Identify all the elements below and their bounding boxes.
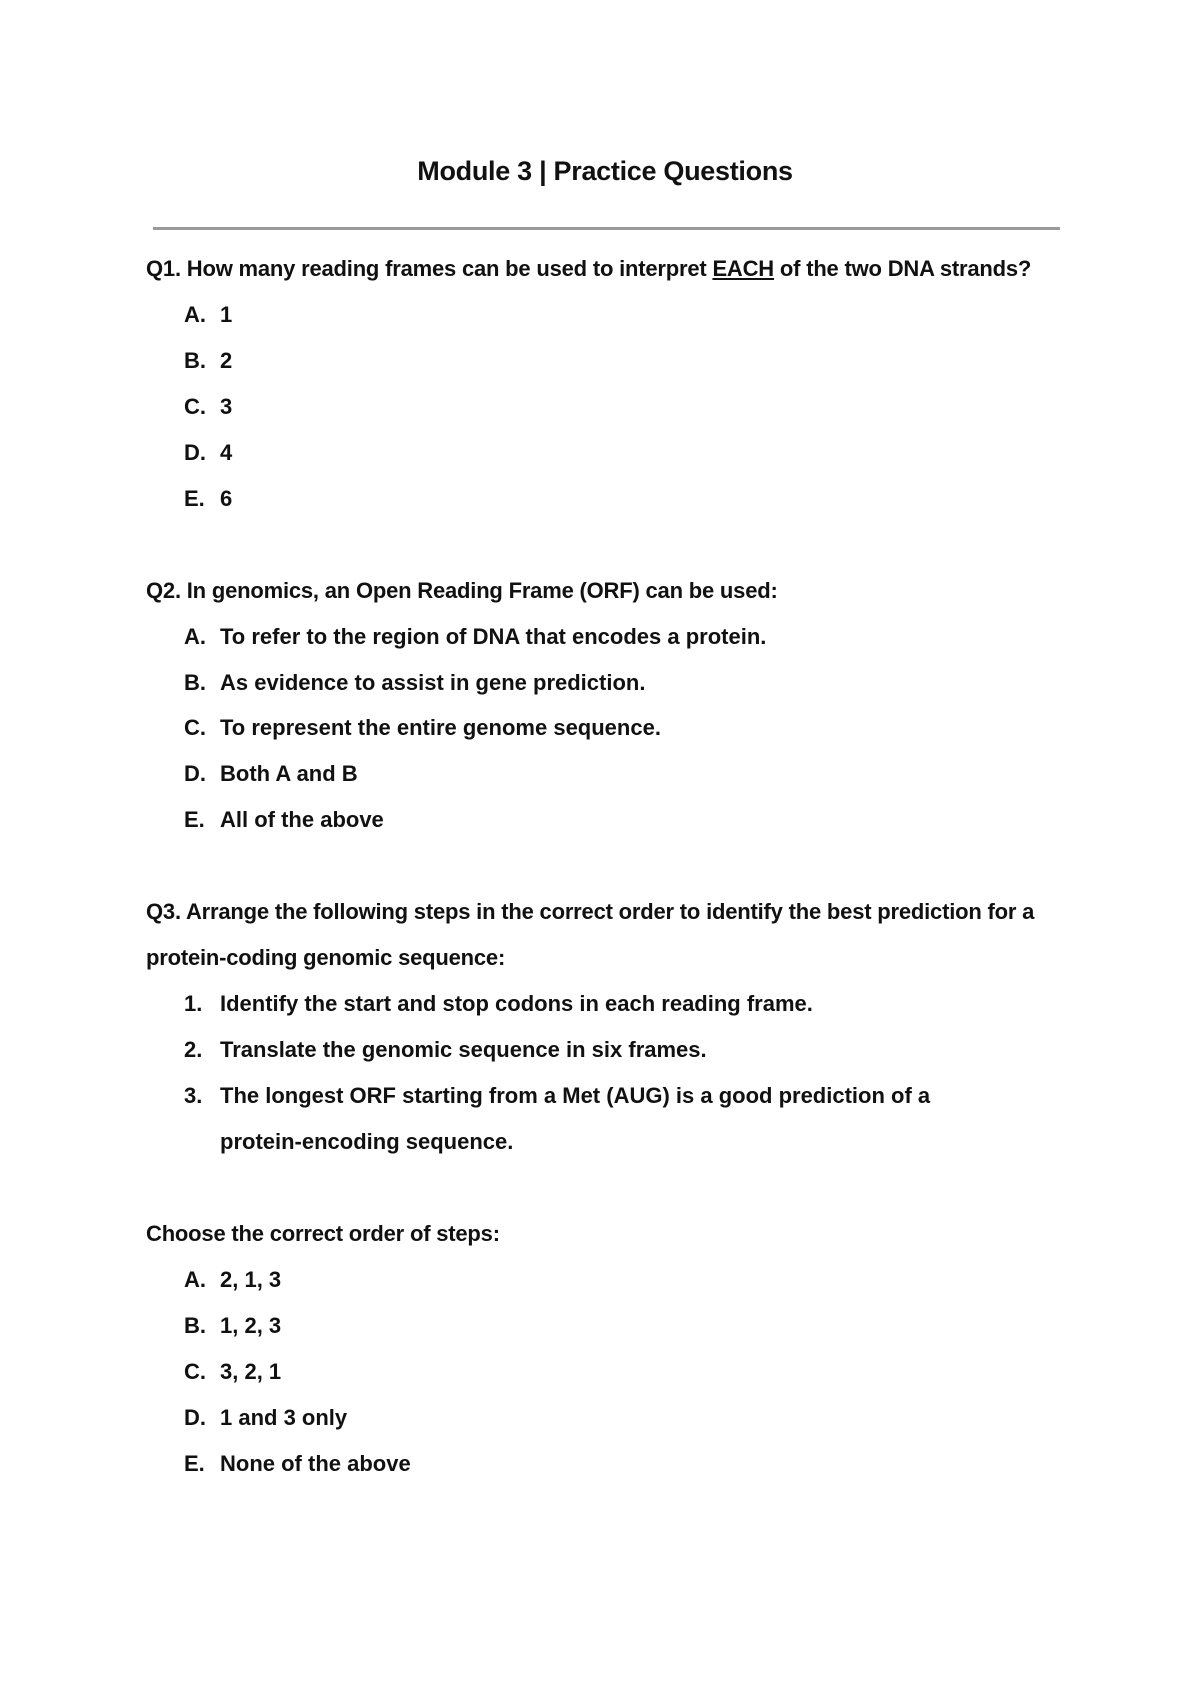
q3-option-b: B. 1, 2, 3 <box>184 1313 282 1338</box>
q2-option-e: E. All of the above <box>184 807 384 832</box>
q3-option-e: E. None of the above <box>184 1451 411 1476</box>
q1-option-e: E. 6 <box>184 486 233 511</box>
q3-step-3: 3. The longest ORF starting from a Met (AUG) is a good prediction of a <box>184 1083 931 1108</box>
question-1-suffix: of the two DNA strands? <box>774 256 1032 281</box>
question-3-line-2: protein-coding genomic sequence: <box>146 945 506 970</box>
question-1-prefix: Q1. How many reading frames can be used to interpret <box>146 256 713 281</box>
q3-option-a: A. 2, 1, 3 <box>184 1267 282 1292</box>
q3-step-1: 1. Identify the start and stop codons in each reading frame. <box>184 991 813 1016</box>
q3-step-2: 2. Translate the genomic sequence in six frames. <box>184 1037 707 1062</box>
page-title: Module 3 | Practice Questions <box>417 156 793 186</box>
q2-option-d: D. Both A and B <box>184 761 358 786</box>
choose-order-prompt: Choose the correct order of steps: <box>146 1221 500 1246</box>
q2-option-b: B. As evidence to assist in gene prediction. <box>184 670 646 695</box>
question-1-emphasis: EACH <box>712 256 774 281</box>
q1-option-a: A. 1 <box>184 302 233 327</box>
q1-option-b: B. 2 <box>184 348 233 373</box>
q2-option-a: A. To refer to the region of DNA that encodes a protein. <box>184 624 767 649</box>
question-2: Q2. In genomics, an Open Reading Frame (ORF) can be used: <box>146 578 778 603</box>
question-3-line-1: Q3. Arrange the following steps in the correct order to identify the best prediction for a <box>146 899 1035 924</box>
title-divider <box>153 227 1060 230</box>
q3-step-3-continued: protein-encoding sequence. <box>220 1129 514 1154</box>
q2-option-c: C. To represent the entire genome sequence. <box>184 715 661 740</box>
q1-option-c: C. 3 <box>184 394 233 419</box>
q1-option-d: D. 4 <box>184 440 233 465</box>
question-1 <box>146 256 1031 282</box>
q3-option-c: C. 3, 2, 1 <box>184 1359 282 1384</box>
q3-option-d: D. 1 and 3 only <box>184 1405 348 1430</box>
